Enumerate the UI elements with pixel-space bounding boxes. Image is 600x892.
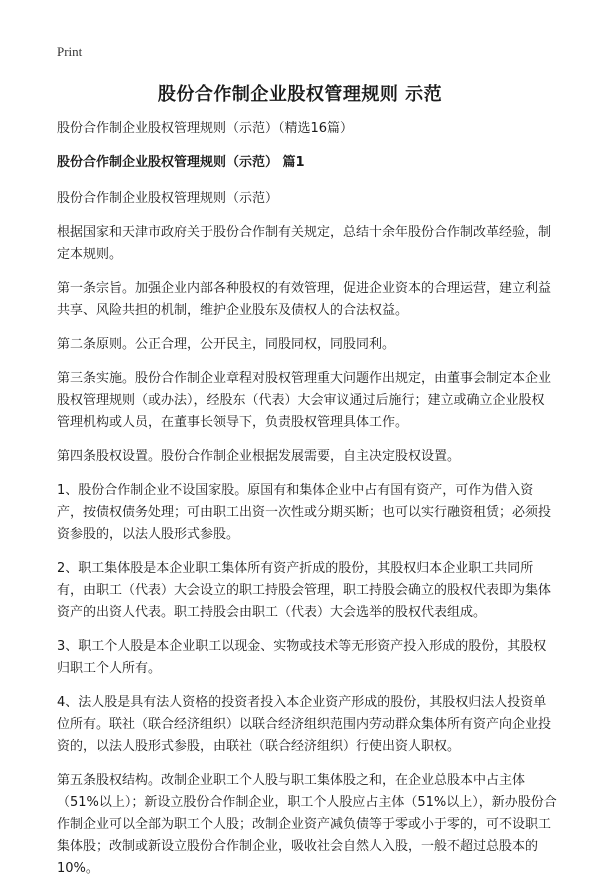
article-5-paragraph: 第五条股权结构。改制企业职工个人股与职工集体股之和，在企业总股本中占主体（51%以上）；新设立股份合作制企业，职工个人股应占主体（51%以上），新办股份合作制企业可以全部为职工个人股；改制企业资产减负债等于零或小于零的，可不设职工集体股；改制或新设立股份合作制企业，吸收社会自然人入股，一般不超过总股本的10%。 [57, 773, 557, 876]
article-4-item-3: 3、职工个人股是本企业职工以现金、实物或技术等无形资产投入形成的股份，其股权归职工个人所有。 [57, 639, 547, 676]
article-4-item-1: 1、股份合作制企业不设国家股。原国有和集体企业中占有国有资产，可作为借入资产，按债权债务处理；可由职工出资一次性或分期买断；也可以实行融资租赁；必须投资参股的，以法人股形式参股。 [57, 483, 552, 542]
document-body [57, 118, 557, 892]
print-label: Print [57, 44, 83, 59]
document-subtitle: 股份合作制企业股权管理规则（示范）（精选16篇） [57, 121, 354, 136]
article-4-paragraph: 第四条股权设置。股份合作制企业根据发展需要，自主决定股权设置。 [57, 449, 461, 464]
article-1-paragraph: 第一条宗旨。加强企业内部各种股权的有效管理，促进企业资本的合理运营，建立利益共享、风险共担的机制，维护企业股东及债权人的合法权益。 [57, 281, 552, 318]
rule-name-line: 股份合作制企业股权管理规则（示范） [57, 191, 279, 206]
preamble-paragraph: 根据国家和天津市政府关于股份合作制有关规定，总结十余年股份合作制改革经验，制定本规则。 [57, 225, 552, 262]
article-4-item-4: 4、法人股是具有法人资格的投资者投入本企业资产形成的股份，其股权归法人投资单位所有。联社（联合经济组织）以联合经济组织范围内劳动群众集体所有资产向企业投资的，以法人股形式参股，由联社（联合经济组织）行使出资人职权。 [57, 695, 552, 754]
article-3-paragraph: 第三条实施。股份合作制企业章程对股权管理重大问题作出规定，由董事会制定本企业股权管理规则（或办法），经股东（代表）大会审议通过后施行；建立或确立企业股权管理机构或人员，在董事长领导下，负责股权管理具体工作。 [57, 371, 552, 430]
article-2-paragraph: 第二条原则。公正合理，公开民主，同股同权，同股同利。 [57, 337, 396, 352]
section-heading: 股份合作制企业股权管理规则（示范） 篇1 [57, 155, 305, 170]
document-title: 股份合作制企业股权管理规则 示范 [157, 84, 443, 105]
article-4-item-2: 2、职工集体股是本企业职工集体所有资产折成的股份，其股权归本企业职工共同所有，由职工（代表）大会设立的职工持股会管理，职工持股会确立的股权代表即为集体资产的出资人代表。职工持股会由职工（代表）大会选举的股权代表组成。 [57, 561, 552, 620]
